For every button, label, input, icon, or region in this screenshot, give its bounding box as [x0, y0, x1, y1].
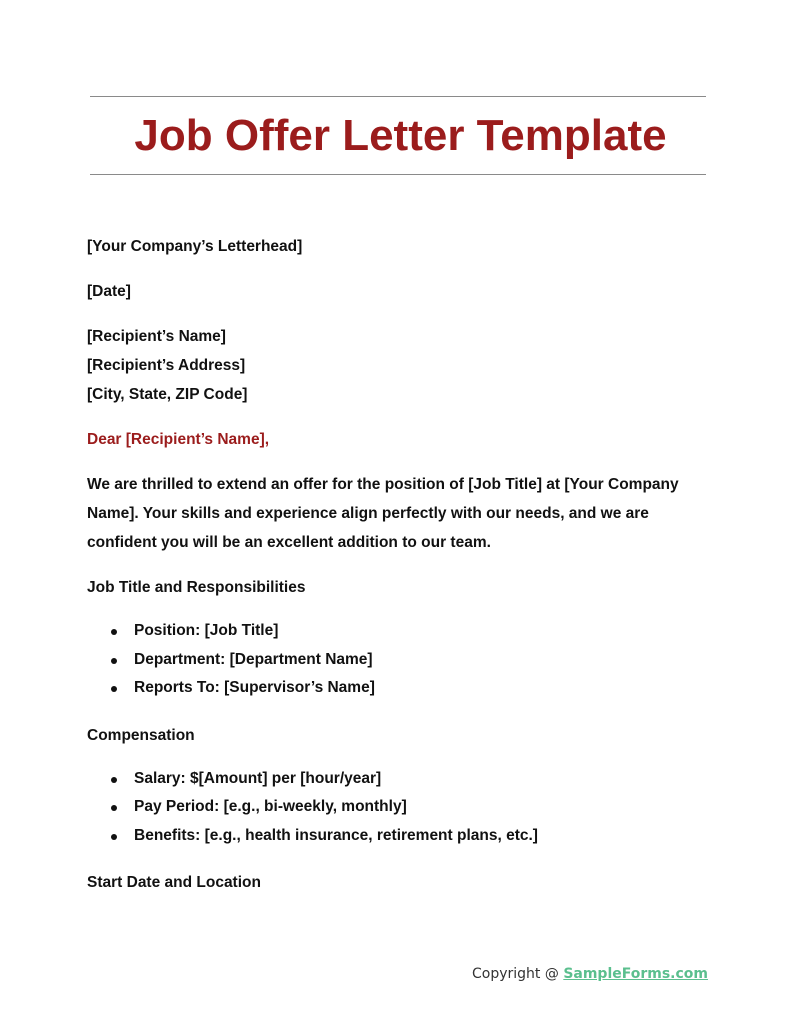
list-item: Department: [Department Name] — [109, 646, 717, 675]
bullet-icon — [111, 777, 117, 783]
list-item: Benefits: [e.g., health insurance, retirement plans, etc.] — [109, 822, 717, 851]
list-item: Pay Period: [e.g., bi-weekly, monthly] — [109, 793, 717, 822]
title-top-divider — [90, 96, 706, 97]
section-heading-start-date: Start Date and Location — [87, 874, 261, 891]
list-item: Salary: $[Amount] per [hour/year] — [109, 765, 717, 794]
footer-copyright — [472, 966, 708, 982]
recipient-name-placeholder: [Recipient’s Name] — [87, 328, 226, 345]
bullet-icon — [111, 686, 117, 692]
section-heading-job-title: Job Title and Responsibilities — [87, 579, 306, 596]
bullet-icon — [111, 658, 117, 664]
copyright-text: Copyright @ — [472, 966, 564, 982]
bullet-icon — [111, 805, 117, 811]
section-heading-compensation: Compensation — [87, 726, 195, 744]
letterhead-placeholder: [Your Company’s Letterhead] — [87, 238, 303, 255]
bullet-icon — [111, 629, 117, 635]
letter-body — [87, 232, 717, 897]
page-title: Job Offer Letter Template — [134, 111, 667, 160]
compensation-list — [87, 765, 717, 851]
intro-paragraph: We are thrilled to extend an offer for the position of [Job Title] at [Your Company Name]. Your skills and experience align perfectly with our needs, and we are confident you will be an excellent addition to our team. — [87, 476, 679, 551]
sampleforms-link[interactable]: SampleForms.com — [563, 966, 709, 982]
bullet-icon — [111, 834, 117, 840]
city-state-zip-placeholder: [City, State, ZIP Code] — [87, 386, 248, 403]
recipient-address-placeholder: [Recipient’s Address] — [87, 357, 246, 374]
salutation: Dear [Recipient’s Name], — [87, 431, 270, 448]
title-bottom-divider — [90, 174, 706, 175]
list-item: Reports To: [Supervisor’s Name] — [109, 674, 717, 703]
job-title-list — [87, 617, 717, 703]
list-item: Position: [Job Title] — [109, 617, 717, 646]
date-placeholder: [Date] — [87, 283, 131, 300]
